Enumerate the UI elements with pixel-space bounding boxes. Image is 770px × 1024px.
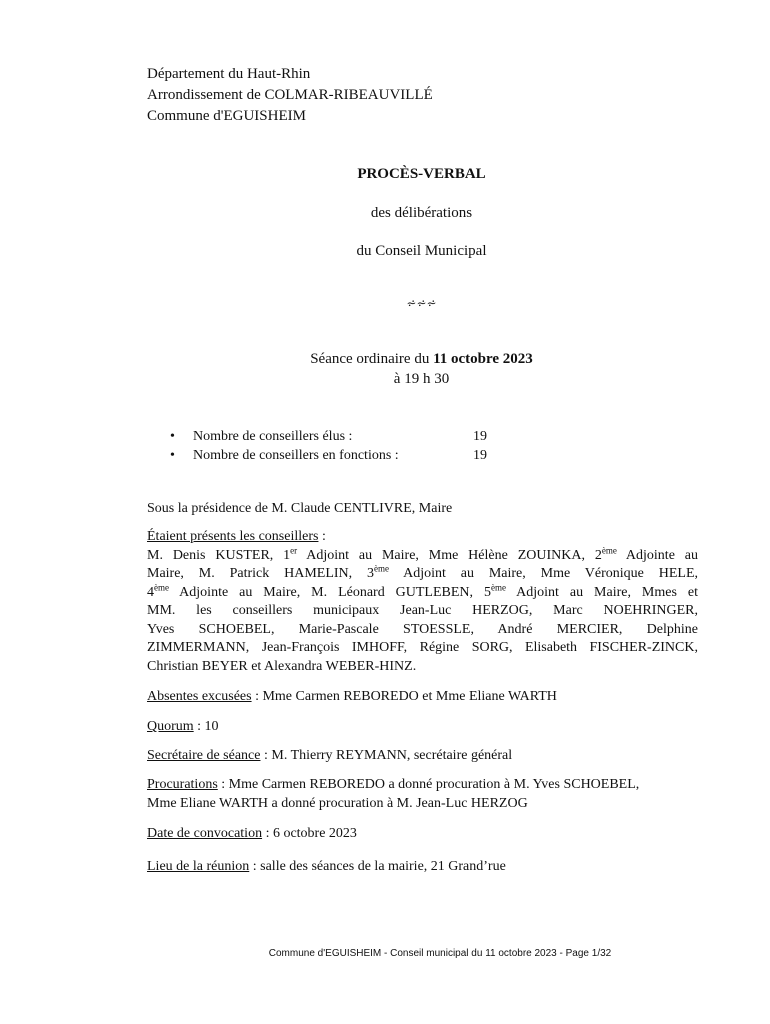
procurations-text-1: : Mme Carmen REBOREDO a donné procuration à M. Yves SCHOEBEL,: [217, 777, 640, 792]
seance-time: à 19 h 30: [393, 371, 450, 387]
seance-date-line: [0, 351, 770, 368]
document-title: PROCÈS-VERBAL: [357, 166, 486, 182]
present-line: Maire, M. Patrick HAMELIN, 3ème Adjoint au Maire, Mme Véronique HELE,: [147, 563, 698, 581]
present-line: M. Denis KUSTER, 1er Adjoint au Maire, Mme Hélène ZOUINKA, 2ème Adjointe au: [147, 544, 698, 563]
count-value: 19: [473, 448, 487, 463]
secretaire-line: [147, 747, 698, 766]
secretaire-text: : M. Thierry REYMANN, secrétaire général: [260, 748, 513, 763]
lieu-label: Lieu de la réunion: [147, 859, 250, 874]
seance-date: 11 octobre 2023: [433, 351, 533, 367]
absents-text: : Mme Carmen REBOREDO et Mme Eliane WARTH: [251, 689, 557, 704]
procurations-text-2: Mme Eliane WARTH a donné procuration à M. Jean-Luc HERZOG: [147, 795, 528, 811]
document-header: [147, 64, 433, 127]
document-subtitle-deliberations: des délibérations: [370, 205, 473, 221]
count-label: Nombre de conseillers en fonctions :: [193, 448, 399, 463]
absents-label: Absentes excusées: [147, 689, 252, 704]
quorum-text: : 10: [193, 719, 219, 734]
count-value: 19: [473, 429, 487, 444]
page-footer: Commune d'EGUISHEIM - Conseil municipal du 11 octobre 2023 - Page 1/32: [268, 948, 612, 959]
header-departement: Département du Haut-Rhin: [147, 66, 311, 82]
bullet-icon: •: [170, 448, 175, 463]
present-heading: Étaient présents les conseillers: [147, 529, 319, 544]
absents-line: [147, 688, 698, 707]
quorum-line: [147, 718, 698, 737]
header-commune: Commune d'EGUISHEIM: [147, 108, 306, 124]
convocation-label: Date de convocation: [147, 826, 263, 841]
convocation-line: [147, 825, 698, 844]
presidence-line: Sous la présidence de M. Claude CENTLIVRE, Maire: [147, 501, 453, 516]
present-line: MM. les conseillers municipaux Jean-Luc HERZOG, Marc NOEHRINGER,: [147, 603, 698, 618]
count-label: Nombre de conseillers élus :: [193, 429, 353, 444]
present-councillors: Étaient présents les conseillers : M. Denis KUSTER, 1er Adjoint au Maire, Mme Hélène ZOUINKA, 2ème Adjointe au Maire, M. Patrick HAMELIN, 3ème Adjoint au Maire, Mme Véronique HELE, 4ème Adjointe au Maire, M. Léonard GUTLEBEN, 5ème Adjoint au Maire, Mmes et MM. les conseillers municipaux Jean-Luc HERZOG, Marc NOEHRINGER, Yves SCHOEBEL, Marie-Pascale STOESSLE, André MERCIER, Delphine ZIMMERMANN, Jean-François IMHOFF, Régine SORG, Elisabeth FISCHER-ZINCK, Christian BEYER et Alexandra WEBER-HINZ.: [147, 528, 698, 676]
present-line: 4ème Adjointe au Maire, M. Léonard GUTLEBEN, 5ème Adjoint au Maire, Mmes et: [147, 581, 698, 600]
document-subtitle-conseil: du Conseil Municipal: [356, 243, 487, 259]
quorum-label: Quorum: [147, 719, 194, 734]
procurations-label: Procurations: [147, 777, 218, 792]
procurations-block: [147, 776, 698, 813]
seance-prefix: Séance ordinaire du: [310, 351, 434, 367]
convocation-text: : 6 octobre 2023: [262, 826, 357, 841]
present-line: ZIMMERMANN, Jean-François IMHOFF, Régine SORG, Elisabeth FISCHER-ZINCK,: [147, 640, 698, 655]
bullet-icon: •: [170, 429, 175, 444]
present-line: Christian BEYER et Alexandra WEBER-HINZ.: [147, 658, 417, 674]
secretaire-label: Secrétaire de séance: [147, 748, 261, 763]
lieu-text: : salle des séances de la mairie, 21 Grand’rue: [249, 859, 506, 874]
header-arrondissement: Arrondissement de COLMAR-RIBEAUVILLÉ: [147, 87, 433, 103]
ornament-divider: ⩫⩫⩫: [406, 296, 437, 310]
present-line: Yves SCHOEBEL, Marie-Pascale STOESSLE, André MERCIER, Delphine: [147, 621, 698, 637]
lieu-line: [147, 858, 698, 877]
